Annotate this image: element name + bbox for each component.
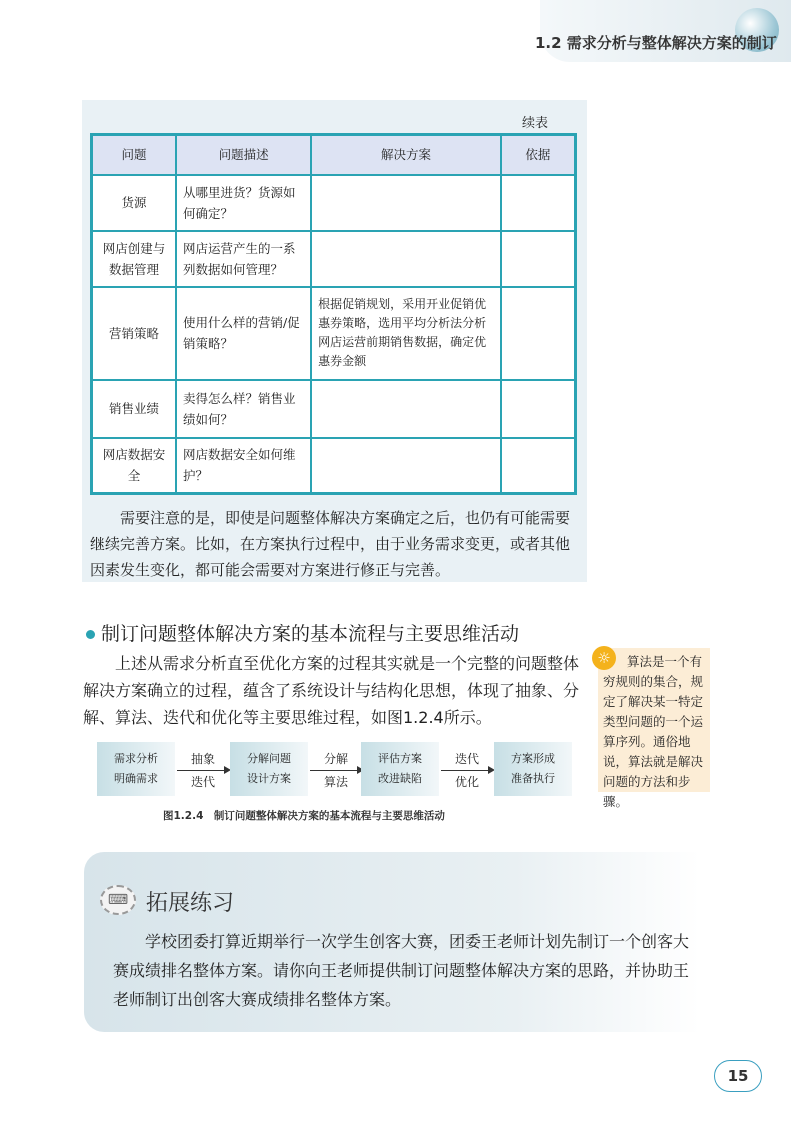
lightbulb-icon: ☼ xyxy=(592,646,616,670)
flow-arrow xyxy=(177,749,229,792)
cell: 网店运营产生的一系列数据如何管理？ xyxy=(176,231,311,287)
step-line: 评估方案 xyxy=(378,752,422,765)
keyboard-icon: ⌨ xyxy=(100,885,136,915)
cell xyxy=(311,231,501,287)
step-line: 准备执行 xyxy=(511,772,555,785)
table-row xyxy=(92,438,576,494)
step-line: 方案形成 xyxy=(511,752,555,765)
step-line: 明确需求 xyxy=(114,772,158,785)
table-row xyxy=(92,231,576,287)
flow-step xyxy=(361,742,439,796)
header-cell: 问题 xyxy=(92,135,177,175)
cell: 卖得怎么样？销售业绩如何？ xyxy=(176,380,311,438)
chapter-title: 1.2 需求分析与整体解决方案的制订 xyxy=(535,34,777,52)
header-cell: 依据 xyxy=(501,135,576,175)
cell xyxy=(501,438,576,494)
flow-arrow xyxy=(310,749,362,792)
section-heading xyxy=(86,619,519,646)
cell: 根据促销规划，采用开业促销优惠券策略，选用平均分析法分析网店运营前期销售数据，确定优惠券金额 xyxy=(311,287,501,380)
table-row xyxy=(92,175,576,231)
bullet-icon xyxy=(86,630,95,639)
cell: 使用什么样的营销/促销策略？ xyxy=(176,287,311,380)
body-paragraph: 上述从需求分析直至优化方案的过程其实就是一个完整的问题整体解决方案确立的过程，蕴含了系统设计与结构化思想，体现了抽象、分解、算法、迭代和优化等主要思维过程，如图1.2.4所示。 xyxy=(83,654,580,727)
section-title: 制订问题整体解决方案的基本流程与主要思维活动 xyxy=(101,623,520,645)
cell: 销售业绩 xyxy=(92,380,177,438)
arrow-right-icon xyxy=(177,770,229,771)
side-note-text: 算法是一个有穷规则的集合，规定了解决某一特定类型问题的一个运算序列。通俗地说，算法就是解决问题的方法和步骤。 xyxy=(603,654,704,809)
cell: 网店数据安全如何维护？ xyxy=(176,438,311,494)
step-line: 需求分析 xyxy=(114,752,158,765)
flow-step xyxy=(494,742,572,796)
flow-arrow xyxy=(441,749,493,792)
side-note xyxy=(597,648,710,809)
cell xyxy=(501,380,576,438)
cell xyxy=(311,438,501,494)
cell xyxy=(311,175,501,231)
arrow-label: 优化 xyxy=(454,775,479,789)
cell: 货源 xyxy=(92,175,177,231)
arrow-right-icon xyxy=(441,770,493,771)
cell xyxy=(501,175,576,231)
table-row xyxy=(92,287,576,380)
problem-table xyxy=(90,133,577,495)
step-line: 设计方案 xyxy=(247,772,291,785)
step-line: 分解问题 xyxy=(247,752,291,765)
cell xyxy=(501,231,576,287)
header-cell: 解决方案 xyxy=(311,135,501,175)
cell: 网店创建与数据管理 xyxy=(92,231,177,287)
continued-label: 续表 xyxy=(522,116,549,131)
arrow-label: 迭代 xyxy=(454,752,479,766)
cell: 从哪里进货？货源如何确定？ xyxy=(176,175,311,231)
arrow-label: 分解 xyxy=(323,752,348,766)
cell: 网店数据安全 xyxy=(92,438,177,494)
figure-caption: 图1.2.4 制订问题整体解决方案的基本流程与主要思维活动 xyxy=(163,810,445,822)
arrow-right-icon xyxy=(310,770,362,771)
arrow-label: 算法 xyxy=(323,775,348,789)
header-cell: 问题描述 xyxy=(176,135,311,175)
cell: 营销策略 xyxy=(92,287,177,380)
cell xyxy=(311,380,501,438)
arrow-label: 迭代 xyxy=(190,775,215,789)
flow-step xyxy=(230,742,308,796)
table-header-row xyxy=(92,135,576,175)
exercise-title: 拓展练习 xyxy=(146,891,235,916)
flow-step xyxy=(97,742,175,796)
arrow-label: 抽象 xyxy=(190,752,215,766)
cell xyxy=(501,287,576,380)
table-row xyxy=(92,380,576,438)
exercise-text: 学校团委打算近期举行一次学生创客大赛，团委王老师计划先制订一个创客大赛成绩排名整体方案。请你向王老师提供制订问题整体解决方案的思路，并协助王老师制订出创客大赛成绩排名整体方案。 xyxy=(113,932,690,1009)
note-paragraph: 需要注意的是，即使是问题整体解决方案确定之后，也仍有可能需要继续完善方案。比如，在方案执行过程中，由于业务需求变更，或者其他因素发生变化，都可能会需要对方案进行修正与完善。 xyxy=(90,509,571,579)
step-line: 改进缺陷 xyxy=(378,772,422,785)
page-number: 15 xyxy=(714,1060,762,1092)
